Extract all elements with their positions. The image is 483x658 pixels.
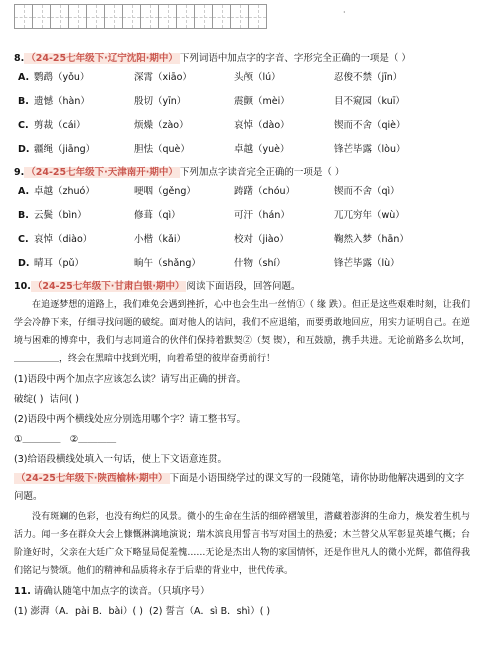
answer-blank[interactable]: ②＿＿＿＿	[69, 434, 117, 445]
option-label: B.	[18, 96, 29, 107]
question-number: 9.	[14, 167, 25, 178]
source-tag: （24-25七年级下·陕西榆林·期中）	[16, 473, 168, 484]
option-item: 锲而不舍（qì）	[334, 186, 400, 197]
option-item: 可汗（hán）	[234, 210, 290, 221]
option-item: 忍俊不禁（jīn）	[334, 72, 403, 83]
question-text: 下列词语中加点字的字音、字形完全正确的一项是（ ）	[179, 53, 411, 64]
option-item: 鞠然入梦（hān）	[334, 234, 409, 245]
answer-row-1	[14, 390, 470, 410]
grid-cell	[123, 5, 141, 29]
source-tag: （24-25七年级下·甘肃白银·期中）	[32, 281, 185, 292]
option-b[interactable]	[14, 90, 470, 114]
option-item: 哀悼（diào）	[34, 234, 93, 245]
option-item: 卓越（zhuó）	[34, 186, 95, 197]
option-item: 殷切（yīn）	[134, 96, 187, 107]
option-label: D.	[18, 258, 30, 269]
grid-cell	[213, 5, 231, 29]
option-d[interactable]	[14, 252, 470, 276]
question-10	[14, 280, 470, 294]
option-item: 小楷（kǎi）	[134, 234, 186, 245]
q8-options	[14, 66, 470, 162]
answer-blank[interactable]: 诘问( )	[49, 394, 79, 405]
answer-blank[interactable]: ①＿＿＿＿	[14, 434, 61, 445]
option-item: 哽咽（gěng）	[134, 186, 196, 197]
option-c[interactable]	[14, 228, 470, 252]
question-9	[14, 166, 470, 180]
answer-blank[interactable]: 破绽( )	[14, 394, 44, 405]
option-a[interactable]	[14, 66, 470, 90]
question-text: 下面是小语围绕学过的课文写的一段随笔，请你协助他解决遇到的文字问题。	[14, 473, 465, 502]
option-item: 兀兀穷年（wù）	[334, 210, 405, 221]
question-number: 8.	[14, 53, 25, 64]
option-label: A.	[18, 186, 30, 197]
option-item: 校对（jiào）	[234, 234, 289, 245]
option-item: 修葺（qì）	[134, 210, 181, 221]
option-item: 疆绳（jiāng）	[34, 144, 96, 155]
option-item: 锋芒毕露（lù）	[334, 258, 400, 269]
answer-blank[interactable]: (1) 澎湃（A．pài B．bài）( )	[14, 606, 143, 617]
question-number: 11.	[14, 586, 31, 597]
option-item: 卓越（yuè）	[234, 144, 290, 155]
question-text: 阅读下面语段，回答问题。	[186, 281, 301, 292]
grid-cell	[159, 5, 177, 29]
source-tag: （24-25七年级下·辽宁沈阳·期中）	[26, 53, 178, 64]
sub-question-2: (2)语段中两个横线处应分别选用哪个字？请工整书写。	[14, 414, 246, 425]
grid-cell	[33, 5, 51, 29]
option-item: 云鬓（bìn）	[34, 210, 87, 221]
option-label: A.	[18, 72, 30, 83]
source-tag: （24-25七年级下·天津南开·期中）	[26, 167, 178, 178]
option-d[interactable]	[14, 138, 470, 162]
sub-question-1: (1)语段中两个加点字应该怎么读？请写出正确的拼音。	[14, 374, 246, 385]
question-11	[14, 582, 470, 602]
option-item: 深霄（xiāo）	[134, 72, 192, 83]
grid-cell	[69, 5, 87, 29]
writing-grid	[14, 4, 267, 29]
reading-passage: 在追逐梦想的道路上，我们难免会遇到挫折，心中也会生出一丝悄①（ 缘 跌）。但正是这些艰难时刻，让我们学会冷静下来，仔细寻找问题的破绽。面对他人的诘问，我们不应退缩，而要勇敢地回应，用实力证明自己。在逆境与困难的博弈中，我们与志同道合的伙伴们保持着默契②（契 锲），和互鼓励，携手共进。无论前路多么坎坷，＿＿＿＿＿，终会在黑暗中找到光明，向着希望的彼岸奋勇前行！	[14, 300, 470, 364]
option-item: 胆怯（què）	[134, 144, 190, 155]
page-dot: ·	[343, 8, 346, 17]
question-text: 下列加点字读音完全正确的一项是（ ）	[179, 167, 345, 178]
essay-passage: 没有斑斓的色彩，也没有绚烂的风景。微小的生命在生活的细碎褶皱里，潜藏着澎湃的生命力，焕发着生机与活力。闻一多在群众大会上慷慨淋漓地演说；瑞木滨良用誓言书写对国土的热爱；木兰替父从军彰显英雄气概；台阶逢好时，父亲在大廷广众下略显局促羞愧……无论是杰出人物的家国情怀，还是作世凡人的微小光辉，都值得我们铭记与赞颂。他们的精神和品质将永存于后辈的背业中，世代传承。	[14, 512, 470, 576]
q9-options	[14, 180, 470, 276]
option-item: 晌午（shǎng）	[134, 258, 201, 269]
option-label: C.	[18, 120, 29, 131]
grid-cell	[87, 5, 105, 29]
grid-cell	[141, 5, 159, 29]
option-label: B.	[18, 210, 29, 221]
option-item: 锋芒毕露（lòu）	[334, 144, 406, 155]
grid-cell	[15, 5, 33, 29]
answer-row-2	[14, 430, 470, 450]
option-item: 踌躇（chóu）	[234, 186, 296, 197]
option-a[interactable]	[14, 180, 470, 204]
option-item: 目不窥园（kuī）	[334, 96, 405, 107]
option-item: 头颅（lú）	[234, 72, 281, 83]
question-number: 10.	[14, 281, 31, 292]
grid-cell	[195, 5, 213, 29]
grid-cell	[105, 5, 123, 29]
answer-blank[interactable]: (2) 誓言（A．sì B．shì）( )	[148, 606, 271, 617]
question-11-intro	[14, 470, 470, 506]
option-label: D.	[18, 144, 30, 155]
option-item: 晴耳（pǔ）	[34, 258, 85, 269]
option-item: 震颤（mèi）	[234, 96, 290, 107]
option-item: 遗憾（hàn）	[34, 96, 90, 107]
option-b[interactable]	[14, 204, 470, 228]
answer-row-11	[14, 602, 470, 622]
grid-cell	[231, 5, 249, 29]
option-c[interactable]	[14, 114, 470, 138]
option-label: C.	[18, 234, 29, 245]
question-8	[14, 52, 470, 66]
grid-cell	[51, 5, 69, 29]
question-text: 请确认随笔中加点字的读音。（只填序号）	[33, 586, 210, 597]
option-item: 剪裁（cái）	[34, 120, 86, 131]
grid-cell	[249, 5, 267, 29]
option-item: 烦燥（zào）	[134, 120, 189, 131]
option-item: 哀悼（dào）	[234, 120, 290, 131]
option-item: 鹦鹉（yǒu）	[34, 72, 90, 83]
grid-cell	[177, 5, 195, 29]
option-item: 锲而不舍（qiè）	[334, 120, 406, 131]
sub-question-3: (3)给语段横线处填入一句话，使上下文语意连贯。	[14, 454, 227, 465]
exam-content	[14, 52, 470, 622]
option-item: 什物（shí）	[234, 258, 286, 269]
